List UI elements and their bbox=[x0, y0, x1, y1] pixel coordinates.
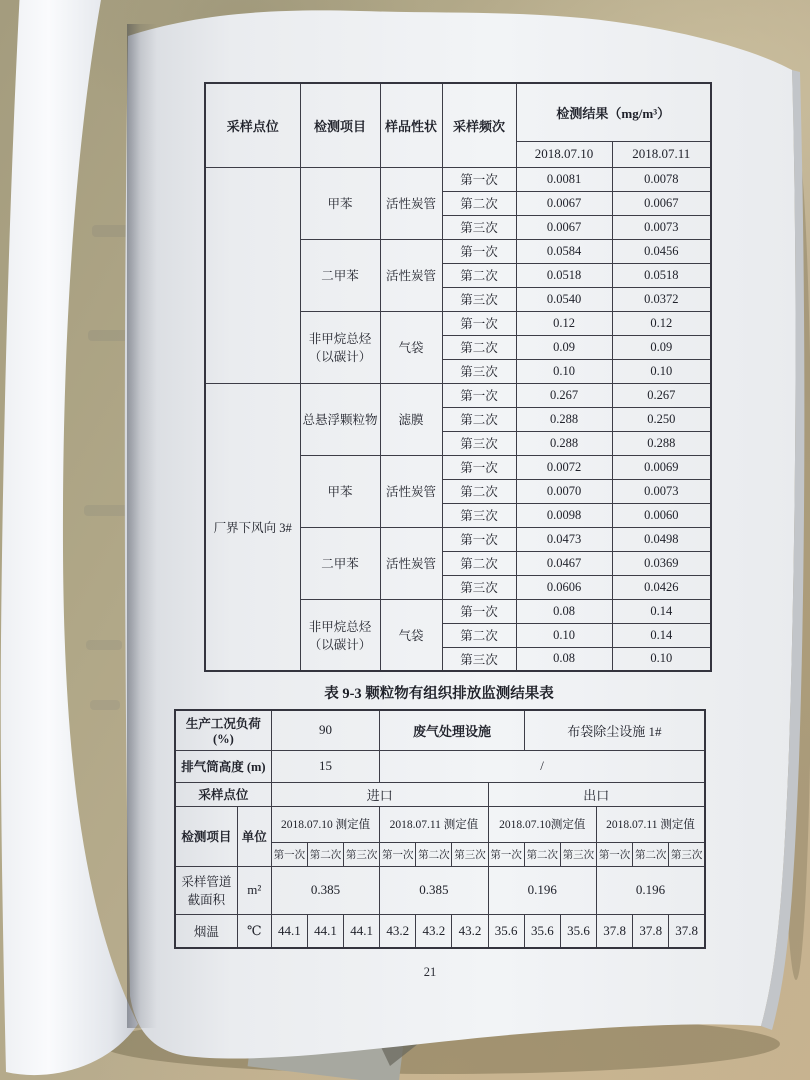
cell-item: 甲苯 bbox=[300, 167, 380, 239]
cell-value: 35.6 bbox=[488, 914, 524, 948]
cell-character: 气袋 bbox=[380, 311, 442, 383]
cell-value: 35.6 bbox=[524, 914, 560, 948]
cell-value: 0.09 bbox=[612, 335, 711, 359]
cell-freq: 第三次 bbox=[442, 359, 516, 383]
cell-item: 二甲苯 bbox=[300, 527, 380, 599]
cell-value: 0.288 bbox=[612, 431, 711, 455]
header-freq: 第二次 bbox=[633, 842, 669, 866]
header-measure-outlet-0710: 2018.07.10测定值 bbox=[488, 806, 596, 842]
cell-value: 43.2 bbox=[416, 914, 452, 948]
cell-gas-treatment-facility-value: 布袋除尘设施 1# bbox=[524, 710, 705, 750]
cell-value: 0.0518 bbox=[516, 263, 612, 287]
header-sampling-point: 采样点位 bbox=[205, 83, 300, 167]
cell-value: 0.0372 bbox=[612, 287, 711, 311]
cell-value: 0.0518 bbox=[612, 263, 711, 287]
cell-value: 43.2 bbox=[452, 914, 488, 948]
header-gas-treatment-facility: 废气处理设施 bbox=[380, 710, 525, 750]
cell-row-label: 采样管道截面积 bbox=[175, 866, 237, 914]
cell-value: 0.0078 bbox=[612, 167, 711, 191]
cell-value: 37.8 bbox=[597, 914, 633, 948]
cell-stack-height-value: 15 bbox=[271, 750, 379, 782]
cell-value: 0.0070 bbox=[516, 479, 612, 503]
header-production-load: 生产工况负荷 (%) bbox=[175, 710, 271, 750]
cell-freq: 第二次 bbox=[442, 479, 516, 503]
cell-value: 0.250 bbox=[612, 407, 711, 431]
cell-value: 0.385 bbox=[380, 866, 488, 914]
cell-freq: 第三次 bbox=[442, 647, 516, 671]
cell-value: 0.196 bbox=[488, 866, 596, 914]
cell-freq: 第二次 bbox=[442, 407, 516, 431]
cell-value: 0.08 bbox=[516, 599, 612, 623]
cell-value: 0.0498 bbox=[612, 527, 711, 551]
cell-value: 0.0073 bbox=[612, 215, 711, 239]
cell-character: 活性炭管 bbox=[380, 239, 442, 311]
cell-value: 0.385 bbox=[271, 866, 379, 914]
cell-sampling-point-blank bbox=[205, 167, 300, 383]
header-unit: 单位 bbox=[237, 806, 271, 866]
header-freq: 第一次 bbox=[271, 842, 307, 866]
table-row bbox=[205, 383, 711, 407]
table-row bbox=[175, 750, 705, 782]
cell-value: 0.08 bbox=[516, 647, 612, 671]
cell-sampling-point: 厂界下风向 3# bbox=[205, 383, 300, 671]
cell-freq: 第二次 bbox=[442, 551, 516, 575]
cell-freq: 第二次 bbox=[442, 263, 516, 287]
cell-value: 0.0073 bbox=[612, 479, 711, 503]
cell-freq: 第三次 bbox=[442, 431, 516, 455]
cell-not-applicable: / bbox=[380, 750, 705, 782]
header-date-2: 2018.07.11 bbox=[612, 141, 711, 167]
cell-freq: 第一次 bbox=[442, 311, 516, 335]
cell-value: 0.0456 bbox=[612, 239, 711, 263]
header-freq: 第一次 bbox=[380, 842, 416, 866]
cell-value: 0.196 bbox=[597, 866, 706, 914]
cell-value: 44.1 bbox=[271, 914, 307, 948]
cell-value: 0.288 bbox=[516, 407, 612, 431]
page-content bbox=[150, 82, 730, 980]
cell-freq: 第一次 bbox=[442, 599, 516, 623]
cell-value: 0.0098 bbox=[516, 503, 612, 527]
cell-value: 0.0426 bbox=[612, 575, 711, 599]
emission-monitoring-results-table bbox=[204, 82, 712, 672]
cell-freq: 第三次 bbox=[442, 287, 516, 311]
cell-freq: 第二次 bbox=[442, 335, 516, 359]
header-sampling-point: 采样点位 bbox=[175, 782, 271, 806]
cell-character: 活性炭管 bbox=[380, 455, 442, 527]
header-freq: 第三次 bbox=[560, 842, 596, 866]
cell-value: 37.8 bbox=[633, 914, 669, 948]
header-freq: 第二次 bbox=[307, 842, 343, 866]
cell-character: 活性炭管 bbox=[380, 167, 442, 239]
cell-outlet: 出口 bbox=[488, 782, 705, 806]
table-row bbox=[175, 866, 705, 914]
cell-value: 43.2 bbox=[380, 914, 416, 948]
cell-value: 0.0067 bbox=[516, 215, 612, 239]
cell-freq: 第一次 bbox=[442, 167, 516, 191]
cell-inlet: 进口 bbox=[271, 782, 488, 806]
header-freq: 第三次 bbox=[452, 842, 488, 866]
particulate-organized-emission-table bbox=[174, 709, 706, 949]
cell-value: 0.267 bbox=[516, 383, 612, 407]
cell-value: 0.0069 bbox=[612, 455, 711, 479]
cell-value: 0.12 bbox=[612, 311, 711, 335]
cell-value: 0.288 bbox=[516, 431, 612, 455]
header-freq: 第二次 bbox=[524, 842, 560, 866]
header-freq: 第一次 bbox=[488, 842, 524, 866]
header-freq: 第二次 bbox=[416, 842, 452, 866]
cell-character: 活性炭管 bbox=[380, 527, 442, 599]
header-measure-inlet-0710: 2018.07.10 测定值 bbox=[271, 806, 379, 842]
cell-value: 0.0060 bbox=[612, 503, 711, 527]
cell-value: 0.0467 bbox=[516, 551, 612, 575]
header-freq: 第一次 bbox=[597, 842, 633, 866]
cell-freq: 第二次 bbox=[442, 191, 516, 215]
header-measure-inlet-0711: 2018.07.11 测定值 bbox=[380, 806, 488, 842]
cell-value: 0.10 bbox=[612, 359, 711, 383]
header-freq: 第三次 bbox=[669, 842, 705, 866]
cell-value: 0.10 bbox=[516, 623, 612, 647]
cell-value: 37.8 bbox=[669, 914, 705, 948]
cell-item: 二甲苯 bbox=[300, 239, 380, 311]
cell-item: 非甲烷总烃（以碳计） bbox=[300, 599, 380, 671]
cell-value: 0.14 bbox=[612, 623, 711, 647]
cell-row-label: 烟温 bbox=[175, 914, 237, 948]
header-test-item: 检测项目 bbox=[175, 806, 237, 866]
page-number: 21 bbox=[423, 965, 437, 979]
header-test-item: 检测项目 bbox=[300, 83, 380, 167]
cell-value: 0.0067 bbox=[516, 191, 612, 215]
cell-value: 0.0067 bbox=[612, 191, 711, 215]
cell-value: 0.0072 bbox=[516, 455, 612, 479]
cell-value: 0.0584 bbox=[516, 239, 612, 263]
cell-character: 滤膜 bbox=[380, 383, 442, 455]
cell-freq: 第一次 bbox=[442, 239, 516, 263]
cell-value: 0.0369 bbox=[612, 551, 711, 575]
cell-value: 0.14 bbox=[612, 599, 711, 623]
table-row bbox=[205, 167, 711, 191]
curled-previous-page bbox=[1, 0, 138, 1075]
table-row bbox=[175, 914, 705, 948]
cell-freq: 第一次 bbox=[442, 383, 516, 407]
cell-value: 44.1 bbox=[344, 914, 380, 948]
header-sample-character: 样品性状 bbox=[380, 83, 442, 167]
cell-character: 气袋 bbox=[380, 599, 442, 671]
header-test-result: 检测结果（mg/m³） bbox=[516, 83, 711, 141]
table-header-row bbox=[205, 83, 711, 141]
cell-value: 0.0606 bbox=[516, 575, 612, 599]
cell-value: 35.6 bbox=[560, 914, 596, 948]
cell-value: 0.10 bbox=[516, 359, 612, 383]
header-measure-outlet-0711: 2018.07.11 测定值 bbox=[597, 806, 706, 842]
cell-unit: ℃ bbox=[237, 914, 271, 948]
cell-freq: 第二次 bbox=[442, 623, 516, 647]
table-9-3-title: 表 9-3 颗粒物有组织排放监测结果表 bbox=[324, 686, 554, 702]
table-row bbox=[175, 806, 705, 842]
cell-item: 总悬浮颗粒物 bbox=[300, 383, 380, 455]
cell-freq: 第三次 bbox=[442, 575, 516, 599]
header-sampling-frequency: 采样频次 bbox=[442, 83, 516, 167]
cell-production-load-value: 90 bbox=[271, 710, 379, 750]
cell-value: 0.10 bbox=[612, 647, 711, 671]
cell-unit: m² bbox=[237, 866, 271, 914]
cell-item: 非甲烷总烃（以碳计） bbox=[300, 311, 380, 383]
cell-value: 0.0473 bbox=[516, 527, 612, 551]
cell-value: 0.0081 bbox=[516, 167, 612, 191]
header-freq: 第三次 bbox=[344, 842, 380, 866]
cell-freq: 第三次 bbox=[442, 503, 516, 527]
header-stack-height: 排气筒高度 (m) bbox=[175, 750, 271, 782]
cell-item: 甲苯 bbox=[300, 455, 380, 527]
cell-freq: 第三次 bbox=[442, 215, 516, 239]
cell-value: 0.12 bbox=[516, 311, 612, 335]
cell-value: 0.267 bbox=[612, 383, 711, 407]
cell-freq: 第一次 bbox=[442, 455, 516, 479]
table-row bbox=[175, 782, 705, 806]
cell-value: 44.1 bbox=[307, 914, 343, 948]
cell-freq: 第一次 bbox=[442, 527, 516, 551]
table-row bbox=[175, 710, 705, 750]
header-date-1: 2018.07.10 bbox=[516, 141, 612, 167]
cell-value: 0.0540 bbox=[516, 287, 612, 311]
cell-value: 0.09 bbox=[516, 335, 612, 359]
